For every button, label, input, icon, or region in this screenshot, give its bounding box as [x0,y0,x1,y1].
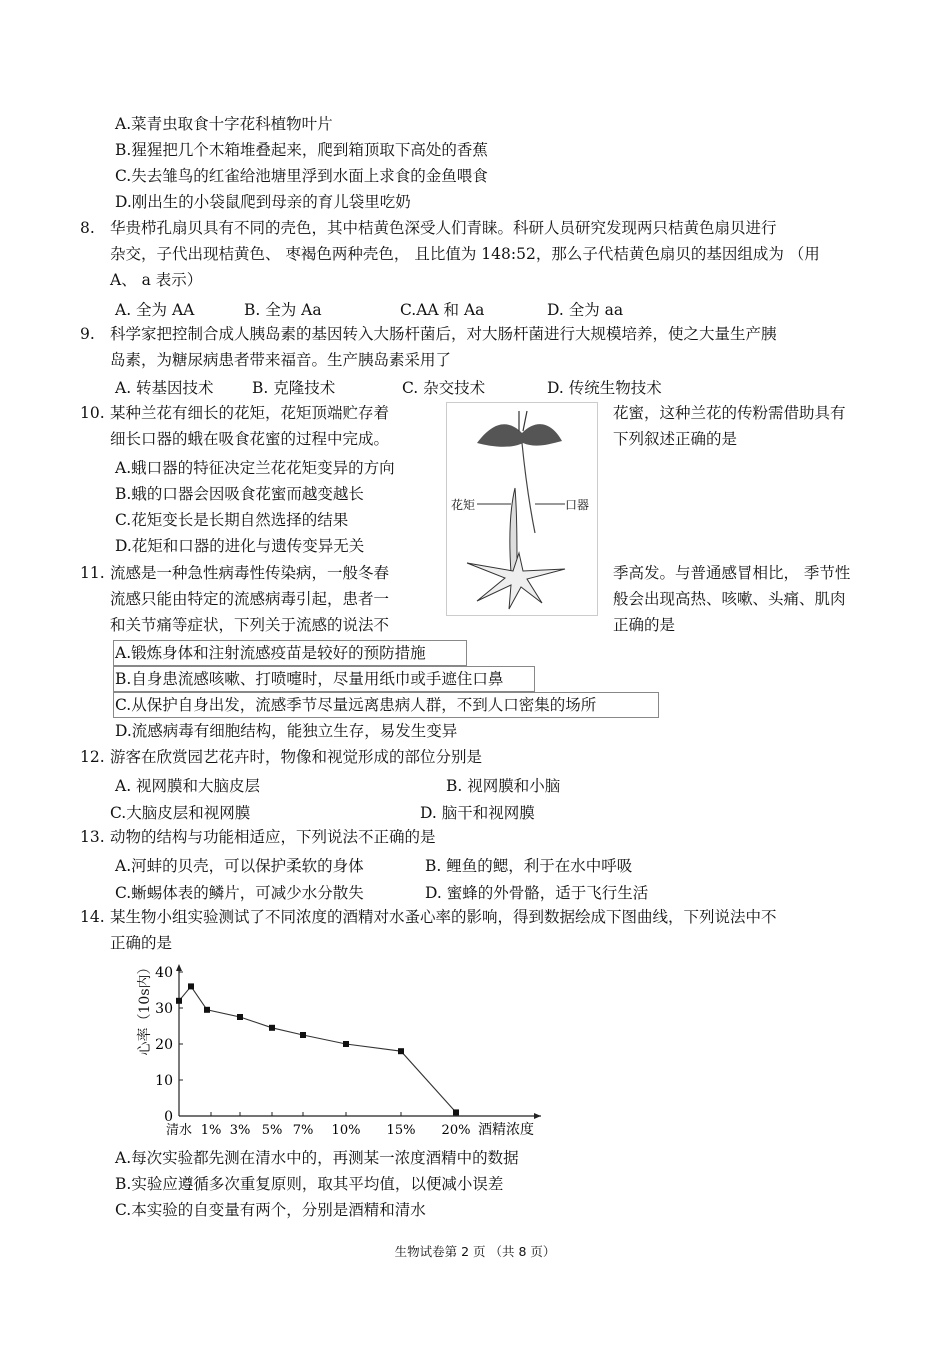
x-tick-label: 7% [292,1123,314,1138]
q13-stem: 动物的结构与功能相适应，下列说法不正确的是 [110,828,436,846]
x-tick-label: 3% [229,1123,251,1138]
q10-option-d: D.花矩和口器的进化与遗传变异无关 [115,537,365,555]
q8-option-a: A. 全为 AA [115,301,195,319]
q8-option-d: D. 全为 aa [547,301,624,319]
q13-option-b: B. 鲤鱼的鳃，利于在水中呼吸 [425,857,633,875]
page-footer: 生物试卷第 2 页 （共 8 页） [394,1244,556,1259]
orchid-moth-figure [446,402,598,616]
data-point [453,1109,459,1115]
x-tick-label: 15% [386,1123,416,1138]
q10-option-b: B.蛾的口器会因吸食花蜜而越变越长 [115,485,364,503]
q14-stem-line2: 正确的是 [110,934,173,952]
data-point [343,1041,349,1047]
q11-stem-line1-right: 季高发。与普通感冒相比， 季节性 [613,564,851,582]
q12-option-b: B. 视网膜和小脑 [446,777,561,795]
q12-option-a: A. 视网膜和大脑皮层 [115,777,261,795]
q11-stem-line2-left: 流感只能由特定的流感病毒引起，患者一 [110,590,390,608]
q12-stem: 游客在欣赏园艺花卉时，物像和视觉形成的部位分别是 [110,748,483,766]
series-line [179,986,456,1112]
y-tick-label: 40 [155,965,173,981]
x-axis-label: 酒精浓度 [478,1122,534,1138]
q8-option-b: B. 全为 Aa [244,301,322,319]
data-point [237,1014,243,1020]
q10-stem-line1-right: 花蜜，这种兰花的传粉需借助具有 [613,404,846,422]
q12-option-c: C.大脑皮层和视网膜 [110,804,251,822]
x-tick-label: 清水 [165,1123,193,1138]
q8-option-c: C.AA 和 Aa [400,301,485,319]
q9-option-d: D. 传统生物技术 [547,379,662,397]
q11-stem-line2-right: 般会出现高热、咳嗽、头痛、肌肉 [613,590,846,608]
q13-option-a: A.河蚌的贝壳，可以保护柔软的身体 [115,857,364,875]
q8-stem-line1: 华贵栉孔扇贝具有不同的壳色，其中桔黄色深受人们青睐。科研人员研究发现两只桔黄色扇贝进行 [110,219,777,237]
heart-rate-chart [131,958,551,1140]
q8-number: 8. [80,219,95,237]
data-point [300,1032,306,1038]
q9-number: 9. [80,325,95,343]
q14-option-b: B.实验应遵循多次重复原则，取其平均值，以便减小误差 [115,1175,504,1193]
q8-stem-line3: A、 a 表示） [110,271,203,289]
data-point [269,1025,275,1031]
q8-stem-line2: 杂交，子代出现桔黄色、 枣褐色两种壳色， 且比值为 148:52，那么子代桔黄色扇贝的基因组成为 （用 [110,245,820,263]
q10-option-a: A.蛾口器的特征决定兰花花矩变异的方向 [115,459,395,477]
y-tick-label: 0 [164,1109,173,1125]
q12-option-d: D. 脑干和视网膜 [420,804,535,822]
q14-number: 14. [80,908,105,926]
q14-option-c: C.本实验的自变量有两个，分别是酒精和清水 [115,1201,426,1219]
q11-option-d: D.流感病毒有细胞结构，能独立生存，易发生变异 [115,722,458,740]
x-tick-label: 1% [200,1123,222,1138]
y-tick-label: 20 [155,1037,173,1053]
data-point [176,998,182,1004]
x-tick-label: 20% [441,1123,471,1138]
data-point [204,1007,210,1013]
q11-option-a: A.锻炼身体和注射流感疫苗是较好的预防措施 [115,644,426,662]
q7-option-c: C.失去雏鸟的红雀给池塘里浮到水面上求食的金鱼喂食 [115,167,488,185]
y-axis-arrow [176,964,182,971]
q11-option-b: B.自身患流感咳嗽、打喷嚏时，尽量用纸巾或手遮住口鼻 [115,670,504,688]
y-tick-label: 10 [155,1073,173,1089]
q10-stem-line2-right: 下列叙述正确的是 [613,430,738,448]
q9-stem-line2: 岛素，为糖尿病患者带来福音。生产胰岛素采用了 [110,351,452,369]
q10-stem-line1-left: 某种兰花有细长的花矩，花矩顶端贮存着 [110,404,390,422]
x-axis-arrow [534,1113,541,1119]
y-tick-label: 30 [155,1001,173,1017]
q9-option-c: C. 杂交技术 [402,379,486,397]
q14-option-a: A.每次实验都先测在清水中的，再测某一浓度酒精中的数据 [115,1149,519,1167]
x-tick-label: 10% [331,1123,361,1138]
heart-rate-chart-svg [131,958,551,1140]
q13-option-d: D. 蜜蜂的外骨骼，适于飞行生活 [425,884,649,902]
mouthpart-label: 口器 [565,498,590,512]
q9-option-b: B. 克隆技术 [252,379,336,397]
q11-stem-line1-left: 流感是一种急性病毒性传染病，一般冬春 [110,564,390,582]
q9-option-a: A. 转基因技术 [115,379,214,397]
data-point [398,1048,404,1054]
q14-stem-line1: 某生物小组实验测试了不同浓度的酒精对水蚤心率的影响，得到数据绘成下图曲线，下列说法中不 [110,908,777,926]
q7-option-d: D.刚出生的小袋鼠爬到母亲的育儿袋里吃奶 [115,193,411,211]
data-point [188,983,194,989]
y-axis-label: 心率（10s内） [137,960,153,1056]
q11-number: 11. [80,564,105,582]
q13-option-c: C.蜥蜴体表的鳞片，可减少水分散失 [115,884,364,902]
q11-stem-line3-right: 正确的是 [613,616,676,634]
spur-label: 花矩 [451,498,476,512]
q12-number: 12. [80,748,105,766]
q11-stem-line3-left: 和关节痛等症状，下列关于流感的说法不 [110,616,390,634]
q10-stem-line2-left: 细长口器的蛾在吸食花蜜的过程中完成。 [110,430,390,448]
q13-number: 13. [80,828,105,846]
q9-stem-line1: 科学家把控制合成人胰岛素的基因转入大肠杆菌后，对大肠杆菌进行大规模培养，使之大量生产胰 [110,325,777,343]
q7-option-a: A.菜青虫取食十字花科植物叶片 [115,115,333,133]
q7-option-b: B.猩猩把几个木箱堆叠起来，爬到箱顶取下高处的香蕉 [115,141,488,159]
x-tick-label: 5% [261,1123,283,1138]
q11-option-c: C.从保护自身出发，流感季节尽量远离患病人群，不到人口密集的场所 [115,696,597,714]
q10-option-c: C.花矩变长是长期自然选择的结果 [115,511,349,529]
q10-number: 10. [80,404,105,422]
